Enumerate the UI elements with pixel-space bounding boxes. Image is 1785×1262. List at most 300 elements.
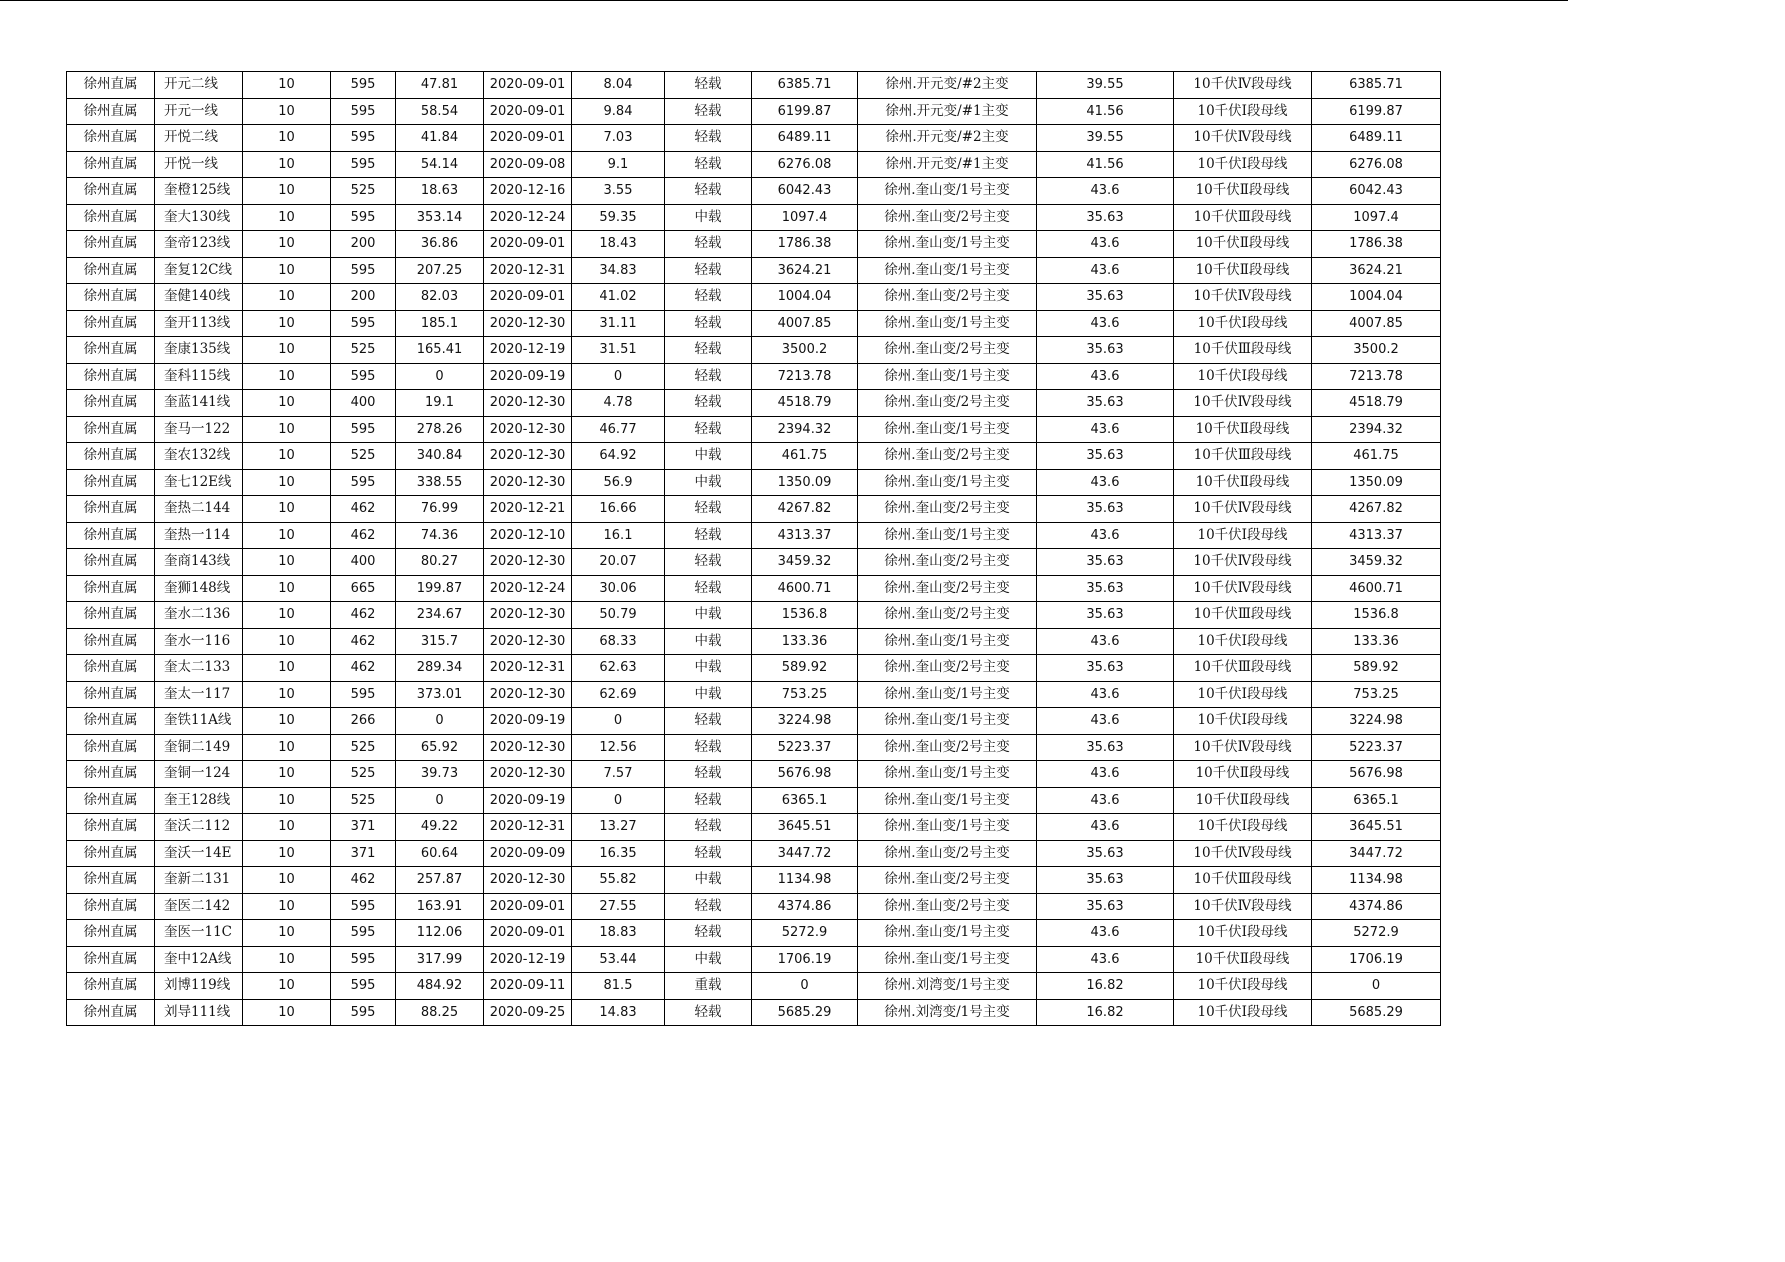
cell-line-name: 奎大130线 xyxy=(155,204,243,231)
cell-remaining-capacity: 3500.2 xyxy=(1312,337,1441,364)
cell-busbar: 10千伏Ⅰ段母线 xyxy=(1174,999,1312,1026)
cell-busbar: 10千伏Ⅱ段母线 xyxy=(1174,231,1312,258)
cell-transformer: 徐州.奎山变/1号主变 xyxy=(858,416,1037,443)
cell-load-current: 317.99 xyxy=(396,946,484,973)
cell-date: 2020-12-30 xyxy=(484,310,572,337)
cell-line-name: 奎马一122 xyxy=(155,416,243,443)
cell-remaining-capacity: 133.36 xyxy=(1312,628,1441,655)
cell-busbar: 10千伏Ⅰ段母线 xyxy=(1174,708,1312,735)
cell-transformer-load-rate: 43.6 xyxy=(1037,681,1174,708)
cell-rated-current: 595 xyxy=(331,999,396,1026)
cell-load-rate: 59.35 xyxy=(572,204,665,231)
cell-busbar: 10千伏Ⅳ段母线 xyxy=(1174,840,1312,867)
cell-transformer-load-rate: 16.82 xyxy=(1037,973,1174,1000)
cell-load-status: 中载 xyxy=(665,867,752,894)
cell-rated-current: 266 xyxy=(331,708,396,735)
cell-date: 2020-09-01 xyxy=(484,125,572,152)
cell-remaining-capacity: 3447.72 xyxy=(1312,840,1441,867)
cell-company: 徐州直属 xyxy=(67,390,155,417)
cell-company: 徐州直属 xyxy=(67,734,155,761)
cell-transformer-load-rate: 35.63 xyxy=(1037,734,1174,761)
cell-remaining-capacity: 1350.09 xyxy=(1312,469,1441,496)
table-row xyxy=(67,204,1441,231)
cell-rated-current: 462 xyxy=(331,496,396,523)
cell-load-current: 163.91 xyxy=(396,893,484,920)
cell-available-capacity: 3224.98 xyxy=(752,708,858,735)
cell-company: 徐州直属 xyxy=(67,946,155,973)
cell-busbar: 10千伏Ⅱ段母线 xyxy=(1174,946,1312,973)
cell-load-status: 轻载 xyxy=(665,231,752,258)
cell-voltage: 10 xyxy=(243,469,331,496)
cell-available-capacity: 5685.29 xyxy=(752,999,858,1026)
cell-voltage: 10 xyxy=(243,787,331,814)
cell-busbar: 10千伏Ⅰ段母线 xyxy=(1174,920,1312,947)
cell-rated-current: 595 xyxy=(331,125,396,152)
cell-remaining-capacity: 6385.71 xyxy=(1312,72,1441,99)
cell-rated-current: 595 xyxy=(331,72,396,99)
cell-load-status: 中载 xyxy=(665,681,752,708)
cell-transformer: 徐州.开元变/#1主变 xyxy=(858,151,1037,178)
cell-load-rate: 41.02 xyxy=(572,284,665,311)
cell-rated-current: 525 xyxy=(331,178,396,205)
cell-rated-current: 525 xyxy=(331,734,396,761)
cell-company: 徐州直属 xyxy=(67,257,155,284)
cell-load-current: 289.34 xyxy=(396,655,484,682)
cell-voltage: 10 xyxy=(243,337,331,364)
cell-busbar: 10千伏Ⅲ段母线 xyxy=(1174,337,1312,364)
cell-busbar: 10千伏Ⅳ段母线 xyxy=(1174,390,1312,417)
cell-line-name: 开元一线 xyxy=(155,98,243,125)
cell-transformer: 徐州.奎山变/2号主变 xyxy=(858,840,1037,867)
table-row xyxy=(67,787,1441,814)
cell-company: 徐州直属 xyxy=(67,920,155,947)
cell-line-name: 奎蓝141线 xyxy=(155,390,243,417)
table-row xyxy=(67,390,1441,417)
cell-transformer: 徐州.奎山变/2号主变 xyxy=(858,602,1037,629)
cell-load-rate: 4.78 xyxy=(572,390,665,417)
cell-load-current: 65.92 xyxy=(396,734,484,761)
cell-line-name: 奎狮148线 xyxy=(155,575,243,602)
cell-load-rate: 20.07 xyxy=(572,549,665,576)
table-row xyxy=(67,522,1441,549)
cell-rated-current: 462 xyxy=(331,602,396,629)
cell-busbar: 10千伏Ⅰ段母线 xyxy=(1174,681,1312,708)
cell-transformer-load-rate: 43.6 xyxy=(1037,787,1174,814)
cell-busbar: 10千伏Ⅰ段母线 xyxy=(1174,973,1312,1000)
cell-load-status: 轻载 xyxy=(665,708,752,735)
cell-load-status: 轻载 xyxy=(665,787,752,814)
cell-transformer-load-rate: 43.6 xyxy=(1037,708,1174,735)
cell-date: 2020-12-30 xyxy=(484,469,572,496)
cell-company: 徐州直属 xyxy=(67,867,155,894)
cell-load-status: 中载 xyxy=(665,628,752,655)
cell-load-rate: 31.51 xyxy=(572,337,665,364)
cell-load-rate: 46.77 xyxy=(572,416,665,443)
cell-transformer: 徐州.奎山变/1号主变 xyxy=(858,231,1037,258)
cell-transformer: 徐州.奎山变/2号主变 xyxy=(858,390,1037,417)
cell-load-rate: 16.66 xyxy=(572,496,665,523)
cell-load-status: 轻载 xyxy=(665,310,752,337)
cell-company: 徐州直属 xyxy=(67,98,155,125)
cell-remaining-capacity: 589.92 xyxy=(1312,655,1441,682)
cell-load-status: 轻载 xyxy=(665,363,752,390)
cell-load-current: 82.03 xyxy=(396,284,484,311)
cell-line-name: 奎热二144 xyxy=(155,496,243,523)
cell-remaining-capacity: 2394.32 xyxy=(1312,416,1441,443)
cell-remaining-capacity: 6042.43 xyxy=(1312,178,1441,205)
cell-voltage: 10 xyxy=(243,284,331,311)
cell-company: 徐州直属 xyxy=(67,310,155,337)
cell-rated-current: 595 xyxy=(331,469,396,496)
cell-load-current: 47.81 xyxy=(396,72,484,99)
cell-voltage: 10 xyxy=(243,549,331,576)
cell-company: 徐州直属 xyxy=(67,125,155,152)
cell-company: 徐州直属 xyxy=(67,337,155,364)
cell-rated-current: 400 xyxy=(331,390,396,417)
cell-transformer-load-rate: 35.63 xyxy=(1037,893,1174,920)
cell-load-status: 轻载 xyxy=(665,98,752,125)
cell-remaining-capacity: 461.75 xyxy=(1312,443,1441,470)
cell-voltage: 10 xyxy=(243,72,331,99)
cell-company: 徐州直属 xyxy=(67,549,155,576)
cell-transformer-load-rate: 16.82 xyxy=(1037,999,1174,1026)
table-row xyxy=(67,893,1441,920)
cell-load-current: 60.64 xyxy=(396,840,484,867)
cell-load-rate: 50.79 xyxy=(572,602,665,629)
cell-load-current: 18.63 xyxy=(396,178,484,205)
cell-voltage: 10 xyxy=(243,893,331,920)
cell-company: 徐州直属 xyxy=(67,443,155,470)
cell-transformer-load-rate: 43.6 xyxy=(1037,231,1174,258)
cell-load-rate: 16.35 xyxy=(572,840,665,867)
cell-voltage: 10 xyxy=(243,628,331,655)
cell-transformer-load-rate: 43.6 xyxy=(1037,761,1174,788)
cell-line-name: 奎农132线 xyxy=(155,443,243,470)
cell-load-status: 轻载 xyxy=(665,151,752,178)
cell-transformer: 徐州.奎山变/1号主变 xyxy=(858,814,1037,841)
cell-voltage: 10 xyxy=(243,496,331,523)
cell-load-rate: 7.03 xyxy=(572,125,665,152)
cell-company: 徐州直属 xyxy=(67,178,155,205)
cell-rated-current: 595 xyxy=(331,416,396,443)
cell-line-name: 奎商143线 xyxy=(155,549,243,576)
table-row xyxy=(67,708,1441,735)
cell-voltage: 10 xyxy=(243,125,331,152)
cell-transformer: 徐州.奎山变/1号主变 xyxy=(858,310,1037,337)
cell-voltage: 10 xyxy=(243,416,331,443)
cell-voltage: 10 xyxy=(243,655,331,682)
cell-busbar: 10千伏Ⅳ段母线 xyxy=(1174,284,1312,311)
cell-line-name: 奎帝123线 xyxy=(155,231,243,258)
cell-load-status: 轻载 xyxy=(665,761,752,788)
cell-line-name: 奎太二133 xyxy=(155,655,243,682)
cell-load-rate: 9.84 xyxy=(572,98,665,125)
cell-available-capacity: 6489.11 xyxy=(752,125,858,152)
cell-company: 徐州直属 xyxy=(67,496,155,523)
cell-available-capacity: 5223.37 xyxy=(752,734,858,761)
cell-busbar: 10千伏Ⅳ段母线 xyxy=(1174,575,1312,602)
table-row xyxy=(67,496,1441,523)
cell-date: 2020-12-30 xyxy=(484,681,572,708)
cell-transformer: 徐州.开元变/#2主变 xyxy=(858,72,1037,99)
cell-line-name: 奎复12C线 xyxy=(155,257,243,284)
cell-transformer: 徐州.奎山变/2号主变 xyxy=(858,337,1037,364)
cell-company: 徐州直属 xyxy=(67,840,155,867)
cell-date: 2020-09-08 xyxy=(484,151,572,178)
cell-load-current: 112.06 xyxy=(396,920,484,947)
cell-rated-current: 525 xyxy=(331,443,396,470)
cell-transformer-load-rate: 39.55 xyxy=(1037,72,1174,99)
cell-remaining-capacity: 3624.21 xyxy=(1312,257,1441,284)
cell-line-name: 奎王128线 xyxy=(155,787,243,814)
cell-voltage: 10 xyxy=(243,734,331,761)
cell-remaining-capacity: 5685.29 xyxy=(1312,999,1441,1026)
cell-date: 2020-12-16 xyxy=(484,178,572,205)
cell-load-current: 373.01 xyxy=(396,681,484,708)
cell-load-status: 轻载 xyxy=(665,522,752,549)
cell-busbar: 10千伏Ⅲ段母线 xyxy=(1174,867,1312,894)
cell-date: 2020-12-30 xyxy=(484,443,572,470)
cell-load-rate: 12.56 xyxy=(572,734,665,761)
cell-rated-current: 400 xyxy=(331,549,396,576)
cell-voltage: 10 xyxy=(243,257,331,284)
cell-load-current: 80.27 xyxy=(396,549,484,576)
cell-date: 2020-09-01 xyxy=(484,893,572,920)
cell-transformer-load-rate: 43.6 xyxy=(1037,920,1174,947)
cell-remaining-capacity: 5272.9 xyxy=(1312,920,1441,947)
cell-line-name: 奎康135线 xyxy=(155,337,243,364)
cell-date: 2020-12-30 xyxy=(484,416,572,443)
table-row xyxy=(67,814,1441,841)
table-row xyxy=(67,98,1441,125)
cell-voltage: 10 xyxy=(243,867,331,894)
cell-available-capacity: 1786.38 xyxy=(752,231,858,258)
cell-load-rate: 62.69 xyxy=(572,681,665,708)
cell-company: 徐州直属 xyxy=(67,204,155,231)
cell-busbar: 10千伏Ⅲ段母线 xyxy=(1174,602,1312,629)
cell-line-name: 奎铁11A线 xyxy=(155,708,243,735)
cell-date: 2020-09-01 xyxy=(484,72,572,99)
cell-busbar: 10千伏Ⅳ段母线 xyxy=(1174,734,1312,761)
cell-voltage: 10 xyxy=(243,178,331,205)
cell-transformer: 徐州.刘湾变/1号主变 xyxy=(858,999,1037,1026)
cell-load-rate: 81.5 xyxy=(572,973,665,1000)
cell-rated-current: 595 xyxy=(331,151,396,178)
table-row xyxy=(67,655,1441,682)
cell-available-capacity: 1536.8 xyxy=(752,602,858,629)
cell-load-rate: 53.44 xyxy=(572,946,665,973)
cell-load-rate: 56.9 xyxy=(572,469,665,496)
cell-transformer-load-rate: 35.63 xyxy=(1037,840,1174,867)
cell-load-rate: 16.1 xyxy=(572,522,665,549)
cell-load-status: 中载 xyxy=(665,443,752,470)
cell-rated-current: 665 xyxy=(331,575,396,602)
cell-rated-current: 595 xyxy=(331,257,396,284)
table-row xyxy=(67,734,1441,761)
table-body xyxy=(67,72,1441,1026)
cell-transformer: 徐州.奎山变/1号主变 xyxy=(858,522,1037,549)
cell-load-status: 轻载 xyxy=(665,125,752,152)
cell-remaining-capacity: 6489.11 xyxy=(1312,125,1441,152)
cell-voltage: 10 xyxy=(243,840,331,867)
cell-remaining-capacity: 4007.85 xyxy=(1312,310,1441,337)
cell-load-status: 轻载 xyxy=(665,496,752,523)
cell-load-status: 中载 xyxy=(665,469,752,496)
cell-transformer: 徐州.奎山变/1号主变 xyxy=(858,178,1037,205)
cell-voltage: 10 xyxy=(243,920,331,947)
cell-load-status: 轻载 xyxy=(665,390,752,417)
cell-busbar: 10千伏Ⅳ段母线 xyxy=(1174,72,1312,99)
cell-company: 徐州直属 xyxy=(67,628,155,655)
cell-remaining-capacity: 4600.71 xyxy=(1312,575,1441,602)
cell-busbar: 10千伏Ⅰ段母线 xyxy=(1174,310,1312,337)
cell-busbar: 10千伏Ⅳ段母线 xyxy=(1174,496,1312,523)
cell-busbar: 10千伏Ⅰ段母线 xyxy=(1174,814,1312,841)
cell-transformer-load-rate: 43.6 xyxy=(1037,363,1174,390)
cell-voltage: 10 xyxy=(243,708,331,735)
cell-date: 2020-09-01 xyxy=(484,231,572,258)
cell-load-current: 54.14 xyxy=(396,151,484,178)
table-row xyxy=(67,72,1441,99)
cell-remaining-capacity: 1097.4 xyxy=(1312,204,1441,231)
cell-voltage: 10 xyxy=(243,310,331,337)
cell-load-current: 0 xyxy=(396,787,484,814)
cell-load-current: 315.7 xyxy=(396,628,484,655)
table-row xyxy=(67,840,1441,867)
cell-voltage: 10 xyxy=(243,999,331,1026)
cell-transformer-load-rate: 43.6 xyxy=(1037,946,1174,973)
cell-load-current: 278.26 xyxy=(396,416,484,443)
cell-available-capacity: 1706.19 xyxy=(752,946,858,973)
cell-line-name: 奎科115线 xyxy=(155,363,243,390)
cell-available-capacity: 6199.87 xyxy=(752,98,858,125)
cell-busbar: 10千伏Ⅰ段母线 xyxy=(1174,363,1312,390)
cell-available-capacity: 753.25 xyxy=(752,681,858,708)
cell-load-status: 中载 xyxy=(665,602,752,629)
cell-remaining-capacity: 5223.37 xyxy=(1312,734,1441,761)
cell-load-status: 轻载 xyxy=(665,840,752,867)
cell-company: 徐州直属 xyxy=(67,575,155,602)
cell-transformer: 徐州.奎山变/1号主变 xyxy=(858,761,1037,788)
cell-date: 2020-12-19 xyxy=(484,946,572,973)
cell-rated-current: 595 xyxy=(331,920,396,947)
table-row xyxy=(67,310,1441,337)
cell-busbar: 10千伏Ⅲ段母线 xyxy=(1174,655,1312,682)
cell-date: 2020-12-31 xyxy=(484,655,572,682)
cell-remaining-capacity: 1134.98 xyxy=(1312,867,1441,894)
cell-remaining-capacity: 3459.32 xyxy=(1312,549,1441,576)
cell-remaining-capacity: 753.25 xyxy=(1312,681,1441,708)
cell-line-name: 奎医二142 xyxy=(155,893,243,920)
cell-load-rate: 9.1 xyxy=(572,151,665,178)
cell-date: 2020-12-24 xyxy=(484,575,572,602)
cell-date: 2020-12-30 xyxy=(484,734,572,761)
cell-available-capacity: 5272.9 xyxy=(752,920,858,947)
cell-available-capacity: 461.75 xyxy=(752,443,858,470)
cell-rated-current: 595 xyxy=(331,893,396,920)
cell-load-rate: 62.63 xyxy=(572,655,665,682)
cell-busbar: 10千伏Ⅰ段母线 xyxy=(1174,628,1312,655)
cell-rated-current: 371 xyxy=(331,840,396,867)
cell-transformer: 徐州.奎山变/2号主变 xyxy=(858,496,1037,523)
table-row xyxy=(67,469,1441,496)
cell-line-name: 奎沃二112 xyxy=(155,814,243,841)
cell-available-capacity: 6365.1 xyxy=(752,787,858,814)
cell-remaining-capacity: 6199.87 xyxy=(1312,98,1441,125)
cell-remaining-capacity: 4313.37 xyxy=(1312,522,1441,549)
cell-busbar: 10千伏Ⅲ段母线 xyxy=(1174,443,1312,470)
table-row xyxy=(67,761,1441,788)
cell-rated-current: 200 xyxy=(331,231,396,258)
cell-available-capacity: 3645.51 xyxy=(752,814,858,841)
cell-remaining-capacity: 6365.1 xyxy=(1312,787,1441,814)
cell-company: 徐州直属 xyxy=(67,761,155,788)
cell-remaining-capacity: 6276.08 xyxy=(1312,151,1441,178)
cell-available-capacity: 133.36 xyxy=(752,628,858,655)
table-row xyxy=(67,575,1441,602)
cell-remaining-capacity: 4374.86 xyxy=(1312,893,1441,920)
cell-date: 2020-09-19 xyxy=(484,708,572,735)
cell-load-current: 19.1 xyxy=(396,390,484,417)
cell-rated-current: 595 xyxy=(331,973,396,1000)
cell-load-current: 353.14 xyxy=(396,204,484,231)
cell-available-capacity: 6042.43 xyxy=(752,178,858,205)
cell-line-name: 奎健140线 xyxy=(155,284,243,311)
cell-load-rate: 34.83 xyxy=(572,257,665,284)
cell-available-capacity: 3624.21 xyxy=(752,257,858,284)
cell-load-rate: 0 xyxy=(572,787,665,814)
cell-company: 徐州直属 xyxy=(67,787,155,814)
table-row xyxy=(67,681,1441,708)
cell-load-status: 轻载 xyxy=(665,893,752,920)
table-row xyxy=(67,231,1441,258)
cell-busbar: 10千伏Ⅲ段母线 xyxy=(1174,204,1312,231)
cell-load-current: 257.87 xyxy=(396,867,484,894)
cell-busbar: 10千伏Ⅳ段母线 xyxy=(1174,893,1312,920)
cell-line-name: 刘博119线 xyxy=(155,973,243,1000)
cell-transformer-load-rate: 35.63 xyxy=(1037,443,1174,470)
cell-transformer-load-rate: 35.63 xyxy=(1037,390,1174,417)
cell-remaining-capacity: 1706.19 xyxy=(1312,946,1441,973)
cell-transformer: 徐州.刘湾变/1号主变 xyxy=(858,973,1037,1000)
cell-line-name: 奎开113线 xyxy=(155,310,243,337)
cell-remaining-capacity: 0 xyxy=(1312,973,1441,1000)
cell-load-current: 41.84 xyxy=(396,125,484,152)
cell-date: 2020-12-30 xyxy=(484,761,572,788)
cell-load-current: 39.73 xyxy=(396,761,484,788)
cell-load-current: 49.22 xyxy=(396,814,484,841)
cell-company: 徐州直属 xyxy=(67,469,155,496)
cell-line-name: 奎橙125线 xyxy=(155,178,243,205)
cell-voltage: 10 xyxy=(243,946,331,973)
cell-busbar: 10千伏Ⅱ段母线 xyxy=(1174,469,1312,496)
cell-company: 徐州直属 xyxy=(67,814,155,841)
cell-available-capacity: 0 xyxy=(752,973,858,1000)
cell-load-current: 74.36 xyxy=(396,522,484,549)
cell-date: 2020-09-19 xyxy=(484,363,572,390)
cell-load-status: 轻载 xyxy=(665,72,752,99)
cell-load-status: 轻载 xyxy=(665,178,752,205)
cell-load-current: 165.41 xyxy=(396,337,484,364)
cell-rated-current: 595 xyxy=(331,204,396,231)
cell-line-name: 刘导111线 xyxy=(155,999,243,1026)
cell-company: 徐州直属 xyxy=(67,708,155,735)
cell-load-rate: 27.55 xyxy=(572,893,665,920)
cell-transformer-load-rate: 35.63 xyxy=(1037,337,1174,364)
cell-voltage: 10 xyxy=(243,151,331,178)
cell-load-rate: 7.57 xyxy=(572,761,665,788)
cell-load-status: 轻载 xyxy=(665,575,752,602)
